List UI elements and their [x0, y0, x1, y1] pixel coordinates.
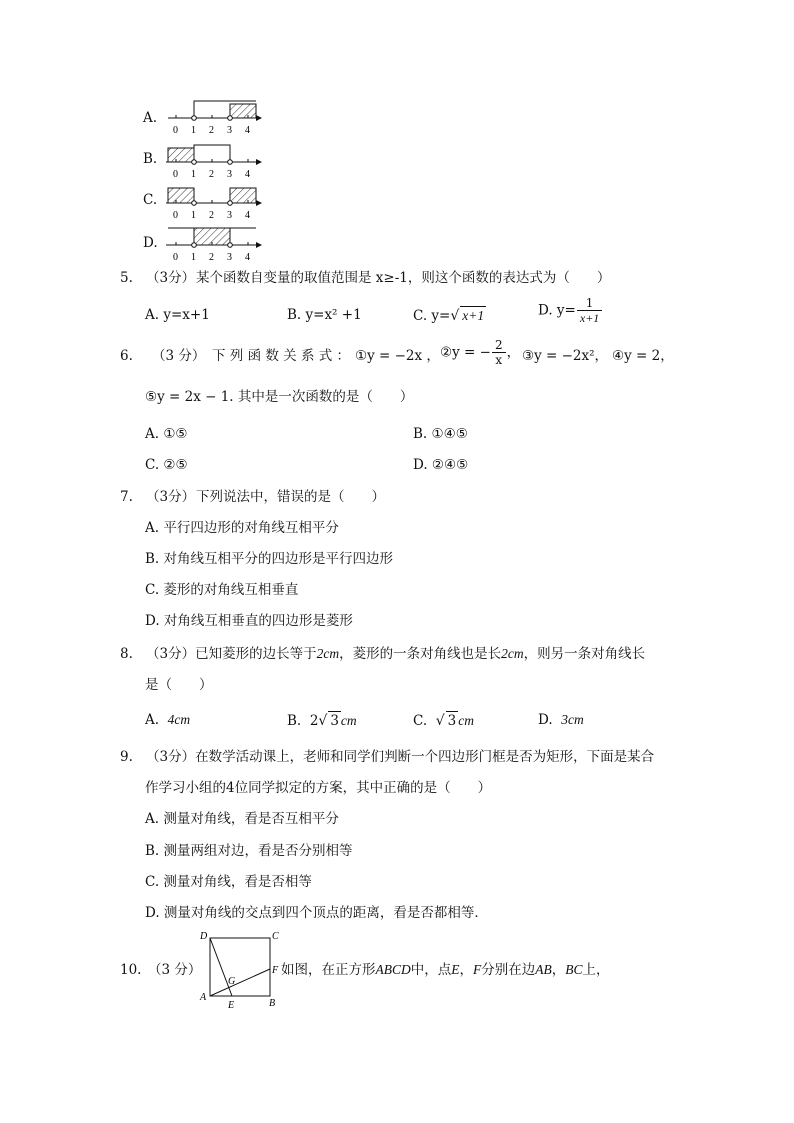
option-b: B. 对角线互相平分的四边形是平行四边形 — [145, 551, 394, 567]
point-g-label: G — [228, 976, 236, 987]
number-line-d — [166, 228, 262, 263]
text-part: ，则另一条对角线长 — [523, 646, 646, 662]
option-a — [145, 711, 190, 729]
question-score: （3 分） — [152, 348, 206, 364]
option-coef: 2 — [309, 713, 319, 729]
option-b-label: B. — [143, 151, 158, 167]
option-label: D. — [538, 712, 553, 728]
option-d: D. 对角线互相垂直的四边形是菱形 — [145, 613, 353, 629]
option-d-denominator: x+1 — [577, 310, 602, 325]
text-part: 已知菱形的边长等于 — [195, 646, 317, 662]
option-d: D. 测量对角线的交点到四个顶点的距离，看是否都相等． — [145, 905, 488, 921]
option-a: A. 平行四边形的对角线互相平分 — [145, 520, 339, 536]
option-a: A. 测量对角线，看是否互相平分 — [145, 811, 339, 827]
option-unit: cm — [340, 713, 357, 728]
option-c: C. √ 3 cm — [413, 713, 474, 729]
option-label: B. — [287, 713, 302, 729]
option-radicand: 3 — [330, 713, 339, 729]
formula-2 — [440, 338, 520, 367]
number-line-b — [166, 145, 262, 180]
option-unit: cm — [458, 713, 474, 728]
option-c-prefix: C. y= — [413, 308, 451, 324]
option-d — [538, 296, 603, 325]
question-score: （3分） — [146, 749, 196, 765]
question-number: 6. — [120, 348, 133, 364]
question-text: 下列说法中，错误的是（ ） — [196, 489, 385, 505]
value: 2cm — [316, 646, 340, 661]
question-text-line2: 作学习小组的4位同学拟定的方案，其中正确的是（ ） — [145, 780, 492, 796]
question-text: 某个函数自变量的取值范围是 x≥-1，则这个函数的表达式为（ ） — [196, 270, 611, 286]
option-value: 3cm — [561, 712, 584, 727]
question-text — [281, 961, 610, 979]
tick-label: 2 — [209, 252, 214, 263]
question-score: （3分） — [146, 270, 196, 286]
option-c: C. ②⑤ — [145, 457, 188, 473]
tick-label: 4 — [245, 210, 250, 221]
text-part: 如图，在正方形 — [281, 962, 376, 978]
option-radicand: 3 — [447, 713, 457, 729]
vertex-b-label: B — [269, 998, 276, 1009]
option-d — [538, 711, 584, 729]
question-number: 10. — [120, 962, 142, 978]
text-part: ， — [459, 962, 473, 978]
tick-label: 4 — [245, 169, 250, 180]
option-d-numerator: 1 — [585, 296, 594, 310]
question-text-line2: ⑤y = 2x − 1. 其中是一次函数的是（ ） — [145, 389, 414, 405]
question-number: 5. — [120, 270, 133, 286]
number-line-figures — [160, 95, 270, 265]
tick-label: 0 — [173, 125, 178, 136]
tick-label: 1 — [191, 252, 196, 263]
tick-label: 1 — [191, 210, 196, 221]
vertex-d-label: D — [200, 931, 208, 942]
vertex-c-label: C — [272, 931, 279, 942]
option-a: A. ①⑤ — [145, 426, 188, 442]
tick-label: 2 — [209, 125, 214, 136]
option-d-label: D. — [143, 235, 158, 251]
math-var: ABCD — [375, 962, 411, 977]
formula-2-suffix: ， — [506, 344, 521, 361]
tick-label: 1 — [191, 169, 196, 180]
option-c: C. y=√ x+1 — [413, 308, 485, 324]
vertex-a-label: A — [200, 992, 207, 1003]
option-a-label: A. — [143, 110, 158, 126]
option-c-radicand: x+1 — [462, 308, 485, 323]
formula-3: ③y = −2x²， — [522, 348, 609, 364]
tick-label: 3 — [227, 169, 232, 180]
math-var: F — [473, 962, 482, 977]
value: 2cm — [501, 646, 524, 661]
text-part: 在数学活动课上，老师和同学们判断一个四边形门框是否为矩形，下面是某合 — [195, 749, 655, 765]
math-var: AB — [535, 962, 552, 977]
tick-label: 0 — [173, 252, 178, 263]
option-b: B. 2√ 3 cm — [287, 713, 357, 729]
math-var: E — [451, 962, 460, 977]
math-var: BC — [565, 962, 583, 977]
tick-label: 4 — [245, 125, 250, 136]
formula-2-denominator: x — [492, 352, 506, 367]
text-part: 分别在边 — [481, 962, 536, 978]
question-text — [146, 748, 654, 766]
option-label: C. — [413, 713, 428, 729]
tick-label: 4 — [245, 252, 250, 263]
question-text-line2: 是（ ） — [145, 677, 213, 693]
question-number: 9. — [120, 749, 133, 765]
question-number: 8. — [120, 646, 133, 662]
tick-label: 0 — [173, 169, 178, 180]
option-b: B. ①④⑤ — [413, 426, 468, 442]
formula-2-numerator: 2 — [494, 338, 503, 352]
text-part: ， — [551, 962, 566, 978]
tick-label: 2 — [209, 169, 214, 180]
question-score: （3分） — [146, 489, 196, 505]
option-c-label: C. — [143, 192, 158, 208]
point-e-label: E — [228, 1000, 235, 1011]
option-c: C. 菱形的对角线互相垂直 — [145, 582, 299, 598]
point-f-label: F — [272, 965, 279, 976]
question-number: 7. — [120, 489, 133, 505]
tick-label: 0 — [173, 210, 178, 221]
option-b: B. y=x² +1 — [287, 307, 362, 323]
tick-label: 3 — [227, 210, 232, 221]
formula-4: ④y = 2， — [612, 348, 674, 364]
option-d-prefix: D. y= — [538, 302, 576, 319]
question-text — [146, 645, 645, 663]
option-b: B. 测量两组对边，看是否分别相等 — [145, 843, 353, 859]
option-a: A. y=x+1 — [145, 307, 210, 323]
option-label: A. — [145, 712, 160, 728]
question-score: （3 分） — [148, 962, 202, 978]
tick-label: 2 — [209, 210, 214, 221]
text-part: ，菱形的一条对角线也是长 — [339, 646, 502, 662]
tick-label: 3 — [227, 252, 232, 263]
formula-1: ①y = −2x ， — [355, 348, 440, 364]
number-line-a — [168, 101, 262, 136]
square-figure — [198, 928, 286, 1012]
tick-label: 1 — [191, 125, 196, 136]
option-d: D. ②④⑤ — [413, 457, 469, 473]
tick-label: 3 — [227, 125, 232, 136]
formula-2-prefix: ②y = − — [440, 344, 491, 361]
text-part: 上， — [582, 962, 610, 978]
number-line-c — [166, 188, 262, 221]
text-part: 中，点 — [410, 962, 452, 978]
question-text: 下 列 函 数 关 系 式 ： — [212, 348, 351, 364]
option-c: C. 测量对角线，看是否相等 — [145, 874, 312, 890]
question-score: （3分） — [146, 646, 196, 662]
option-value: 4cm — [167, 712, 191, 727]
